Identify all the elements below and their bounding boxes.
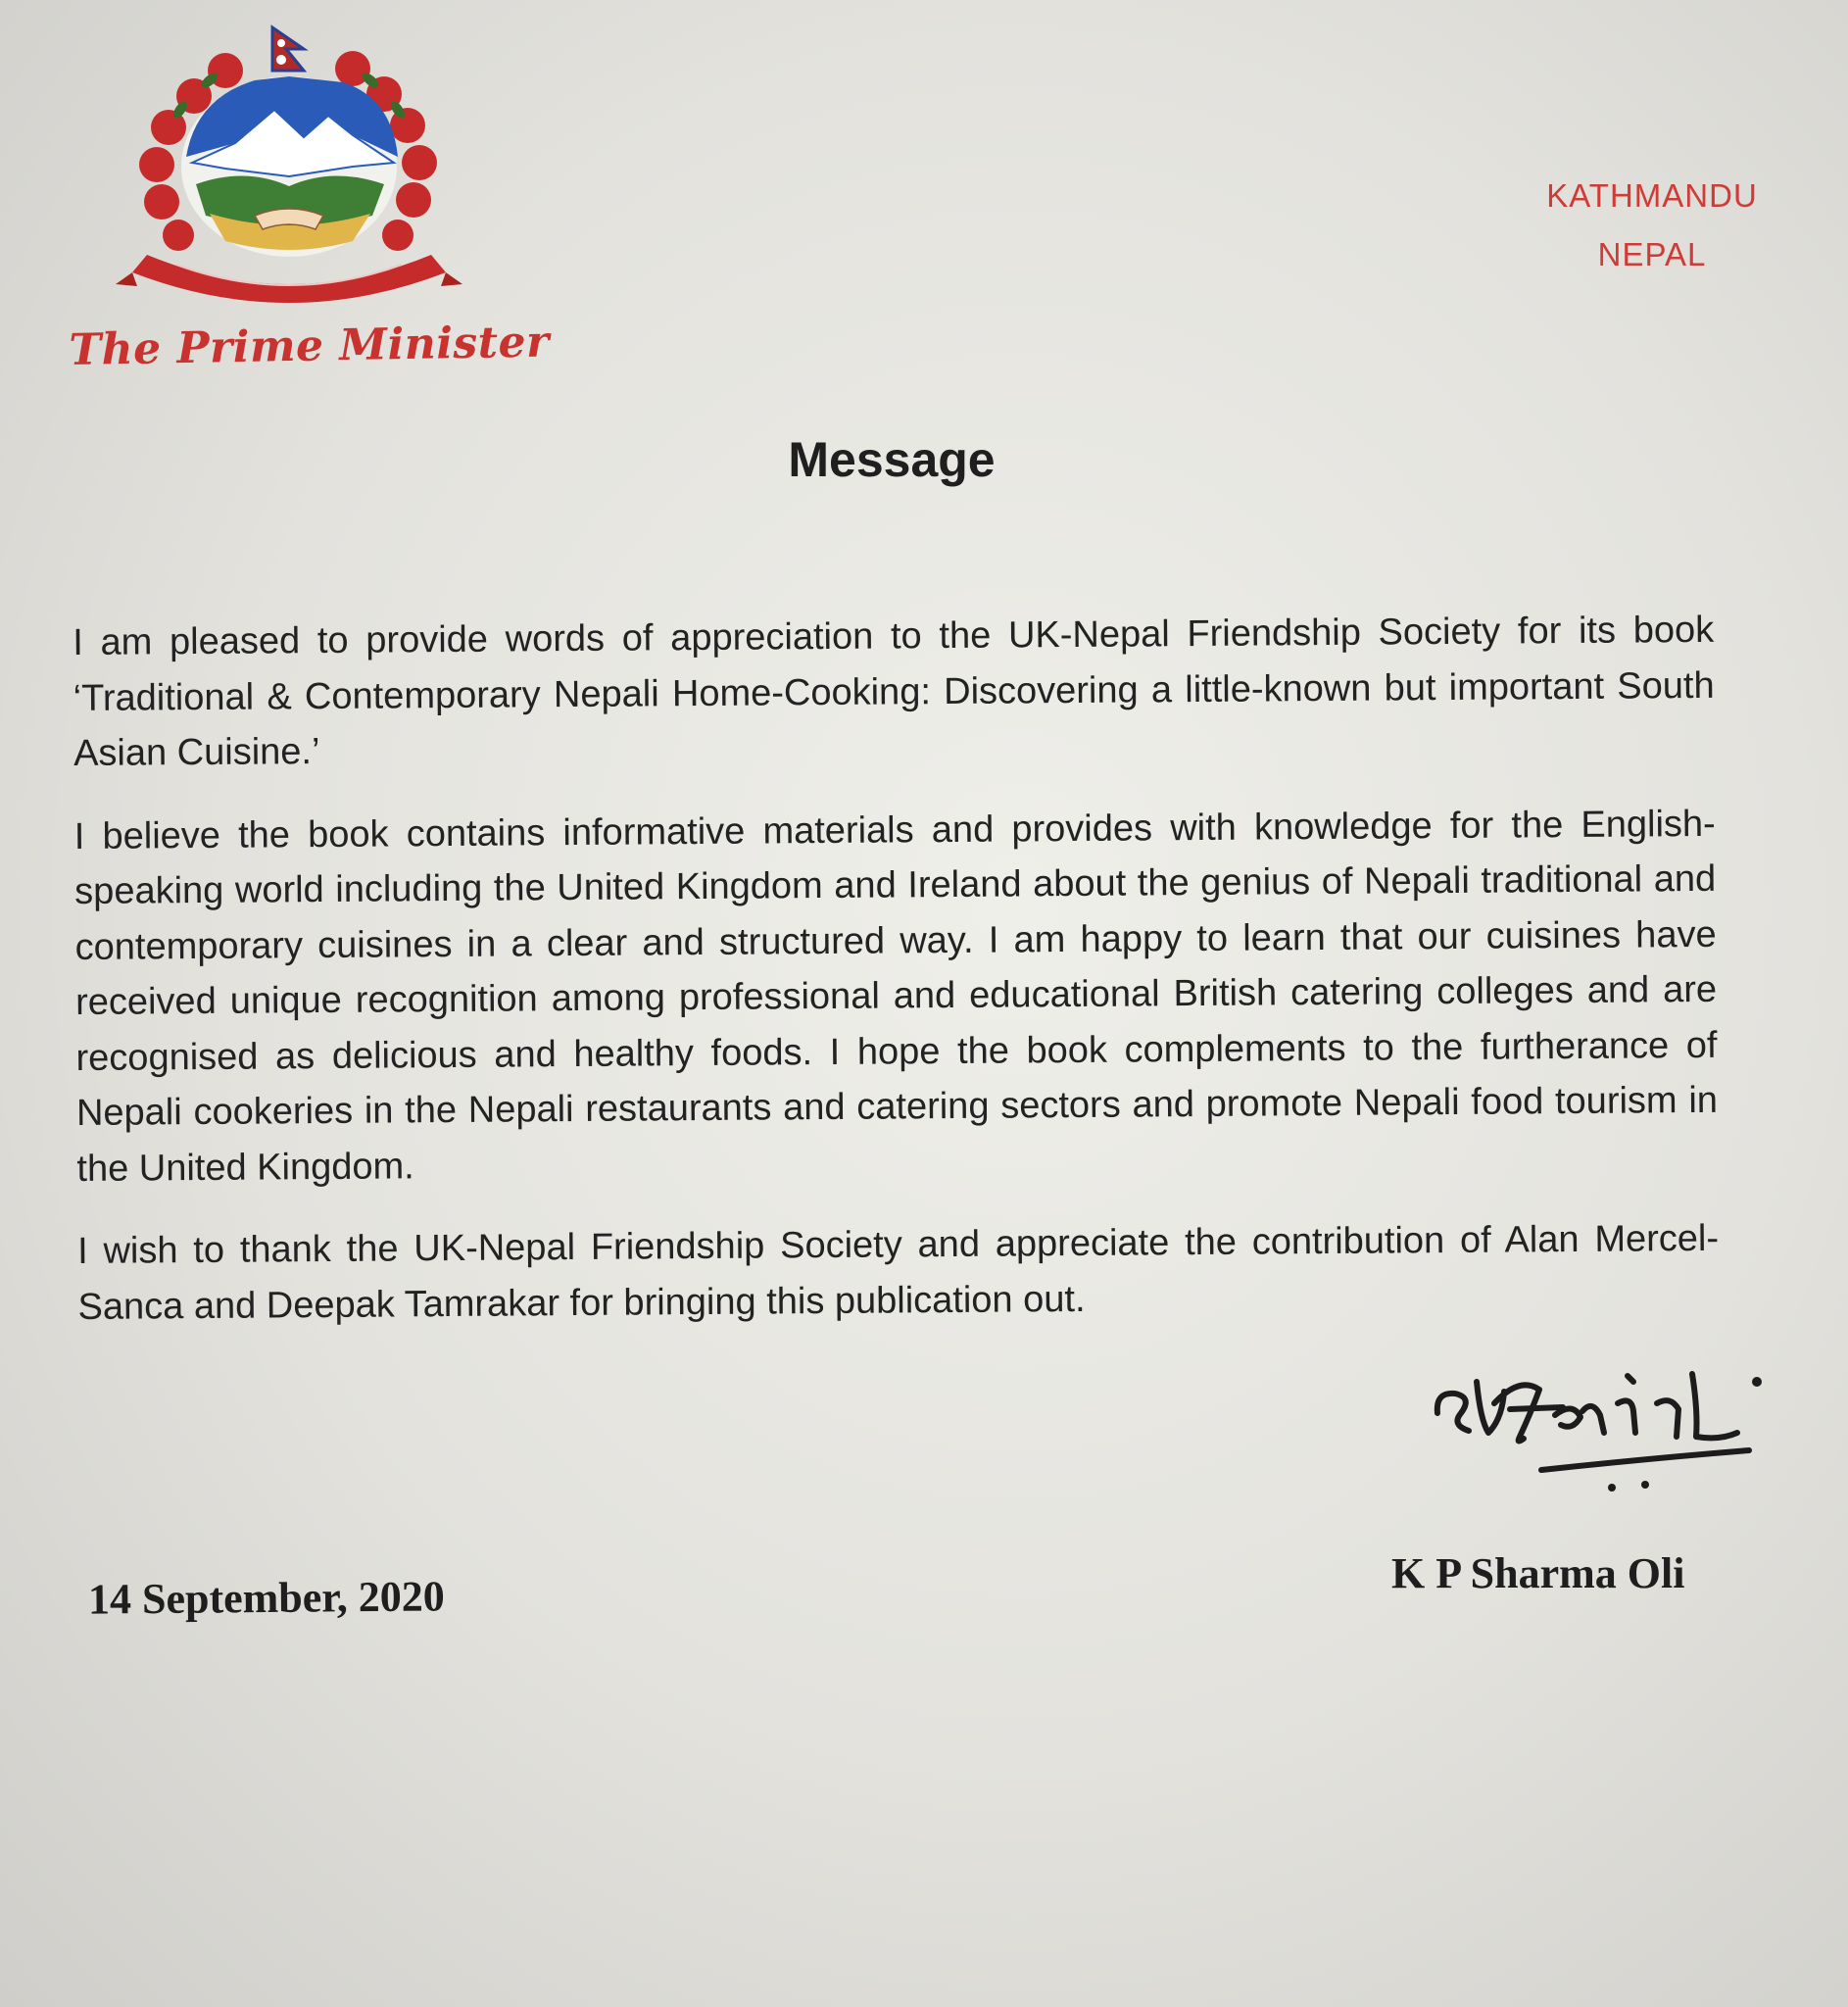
paragraph-1: I am pleased to provide words of appreciation to the UK-Nepal Friendship Society for its book ‘Traditional & Contemporary Nepali Home-Cooking: Discovering a little-known but important South Asian Cuisine.’: [73, 609, 1715, 774]
handwritten-signature-icon: [1426, 1343, 1778, 1504]
signatory-name: K P Sharma Oli: [1391, 1549, 1685, 1597]
nepal-emblem-icon: [108, 20, 470, 333]
paragraph-2: I believe the book contains informative materials and provides with knowledge for the English-speaking world including the United Kingdom and Ireland about the genius of Nepali traditional and contemporary cuisines in a clear and structured way. I am happy to learn that our cuisines have received unique recognition among professional and educational British catering colleges and are recognised as delicious and healthy foods. I hope the book complements to the furtherance of Nepali cookeries in the Nepali restaurants and catering sectors and promote Nepali food tourism in the United Kingdom.: [73, 803, 1719, 1190]
address-city: KATHMANDU: [1546, 177, 1758, 214]
message-body: [73, 603, 1720, 1362]
message-heading: Message: [788, 432, 996, 487]
address-country: NEPAL: [1597, 236, 1707, 272]
letter-date: 14 September, 2020: [87, 1572, 446, 1624]
letterhead-address: [1525, 167, 1779, 284]
letterhead-title: The Prime Minister: [69, 317, 551, 375]
paragraph-3: I wish to thank the UK-Nepal Friendship Society and appreciate the contribution of Alan Mercel-Sanca and Deepak Tamrakar for bringing this publication out.: [76, 1217, 1720, 1328]
